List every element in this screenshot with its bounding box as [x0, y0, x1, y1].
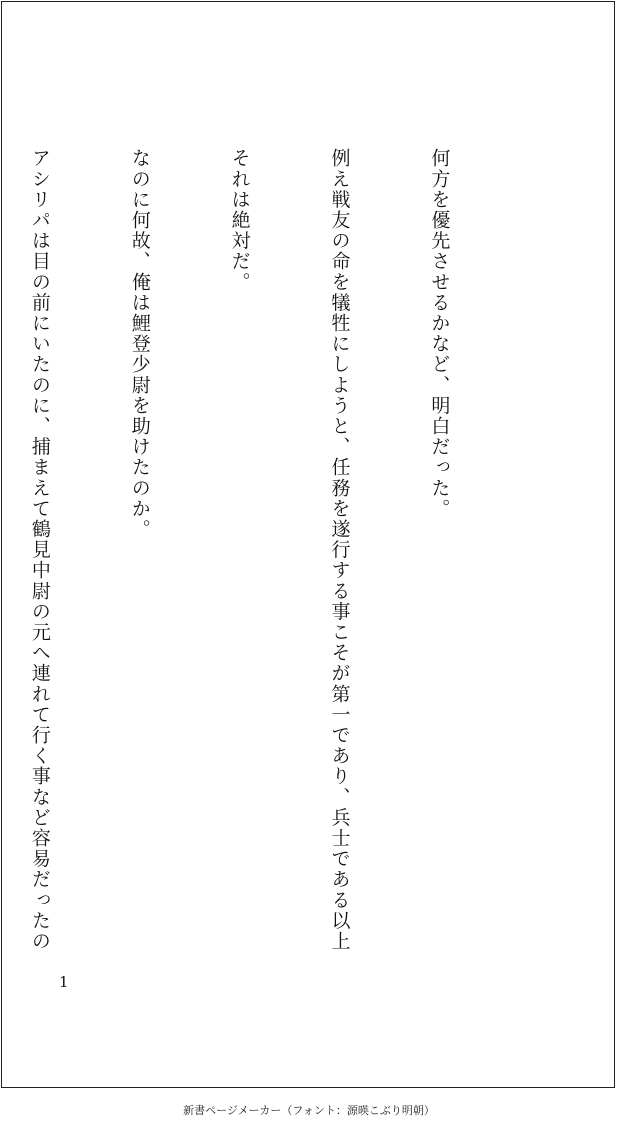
page-number: 1 [59, 973, 69, 991]
page-frame [1, 1, 615, 1088]
text-line: 例え戦友の命を犠牲にしようと、任務を遂行する事こそが第一であり、兵士である以上 [328, 148, 351, 952]
text-line: アシリパは目の前にいたのに、捕まえて鶴見中尉の元へ連れて行く事など容易だったの [28, 148, 51, 952]
text-line: 何方を優先させるかなど、明白だった。 [428, 148, 451, 519]
vertical-body-text [0, 148, 522, 952]
text-line: それは絶対だ。 [228, 148, 251, 293]
text-line: なのに何故、俺は鯉登少尉を助けたのか。 [128, 148, 151, 540]
footer-credit: 新書ページメーカー（フォント：源暎こぶり明朝） [183, 1104, 435, 1117]
